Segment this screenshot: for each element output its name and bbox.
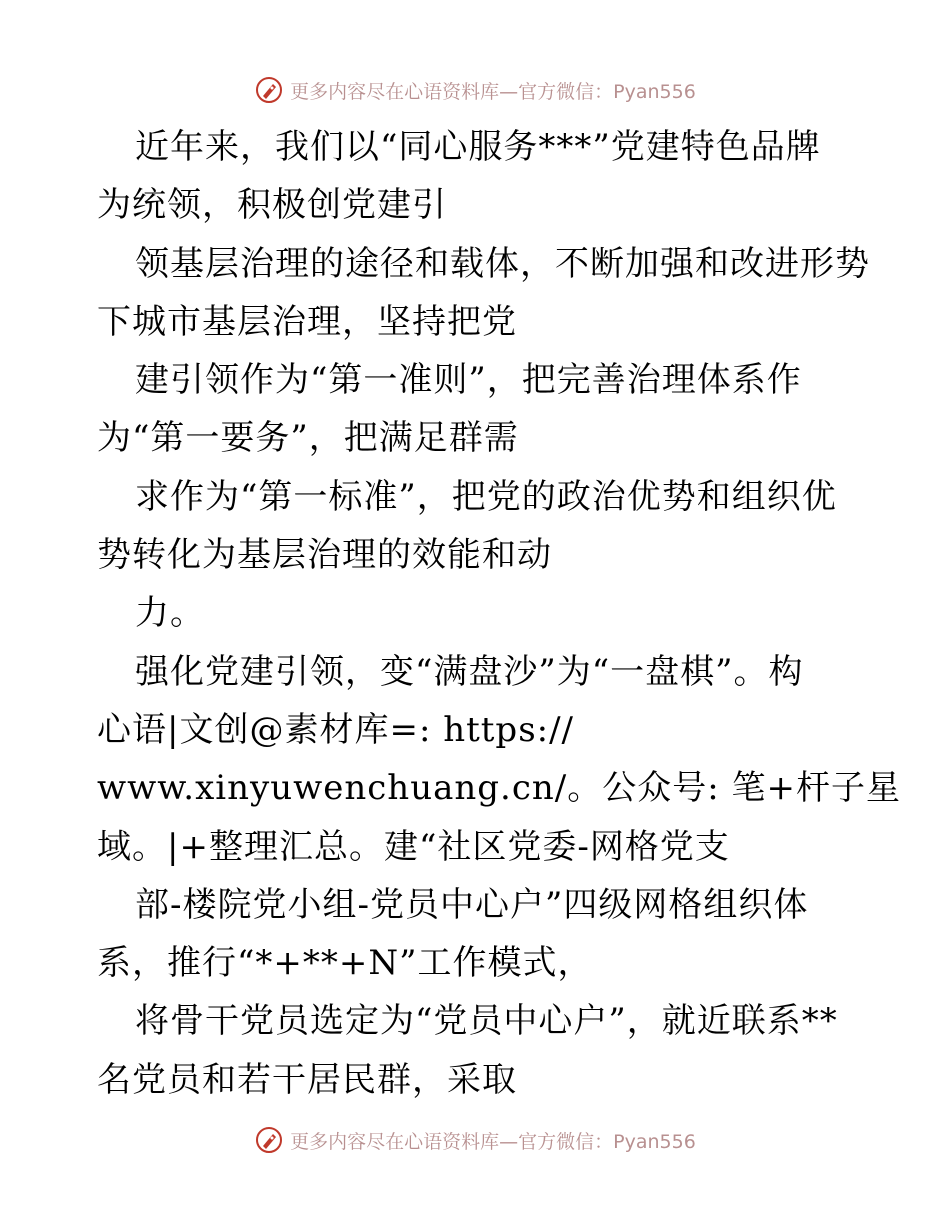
text-line: 势转化为基层治理的效能和动 xyxy=(97,535,552,576)
text-line: 将骨干党员选定为“党员中心户”，就近联系** xyxy=(135,1001,838,1042)
text-line: 心语|文创@素材库=: https:// xyxy=(97,709,575,750)
watermark-group xyxy=(254,75,696,105)
pen-nib-logo-icon xyxy=(254,1125,284,1155)
text-line: 求作为“第一标准”，把党的政治优势和组织优 xyxy=(135,476,837,517)
text-line: 为统领，积极创党建引 xyxy=(97,185,447,226)
text-line: 域。|+整理汇总。建“社区党委-网格党支 xyxy=(97,826,730,867)
text-line: 力。 xyxy=(135,593,205,634)
text-line: 强化党建引领，变“满盘沙”为“一盘棋”。构 xyxy=(135,651,804,692)
watermark-text: 更多内容尽在心语资料库—官方微信：Pyan556 xyxy=(290,80,696,103)
watermark-group xyxy=(254,1125,696,1155)
header-watermark xyxy=(0,70,950,110)
footer-watermark xyxy=(0,1120,950,1160)
text-line: 下城市基层治理，坚持把党 xyxy=(97,301,517,342)
text-line: 建引领作为“第一准则”，把完善治理体系作 xyxy=(135,360,802,401)
text-line: 近年来，我们以“同心服务***”党建特色品牌 xyxy=(135,127,821,167)
text-line: 名党员和若干居民群，采取 xyxy=(97,1059,517,1100)
text-line: 系，推行“*+**+N”工作模式， xyxy=(97,943,593,984)
text-line: 部-楼院党小组-党员中心户”四级网格组织体 xyxy=(135,884,809,925)
text-line: 领基层治理的途径和载体，不断加强和改进形势 xyxy=(135,243,870,284)
text-line: 为“第一要务”，把满足群需 xyxy=(97,418,519,459)
watermark-text: 更多内容尽在心语资料库—官方微信：Pyan556 xyxy=(290,1130,696,1153)
text-line: www.xinyuwenchuang.cn/。公众号: 笔+杆子星 xyxy=(97,768,901,809)
document-body xyxy=(97,118,901,1109)
pen-nib-logo-icon xyxy=(254,75,284,105)
